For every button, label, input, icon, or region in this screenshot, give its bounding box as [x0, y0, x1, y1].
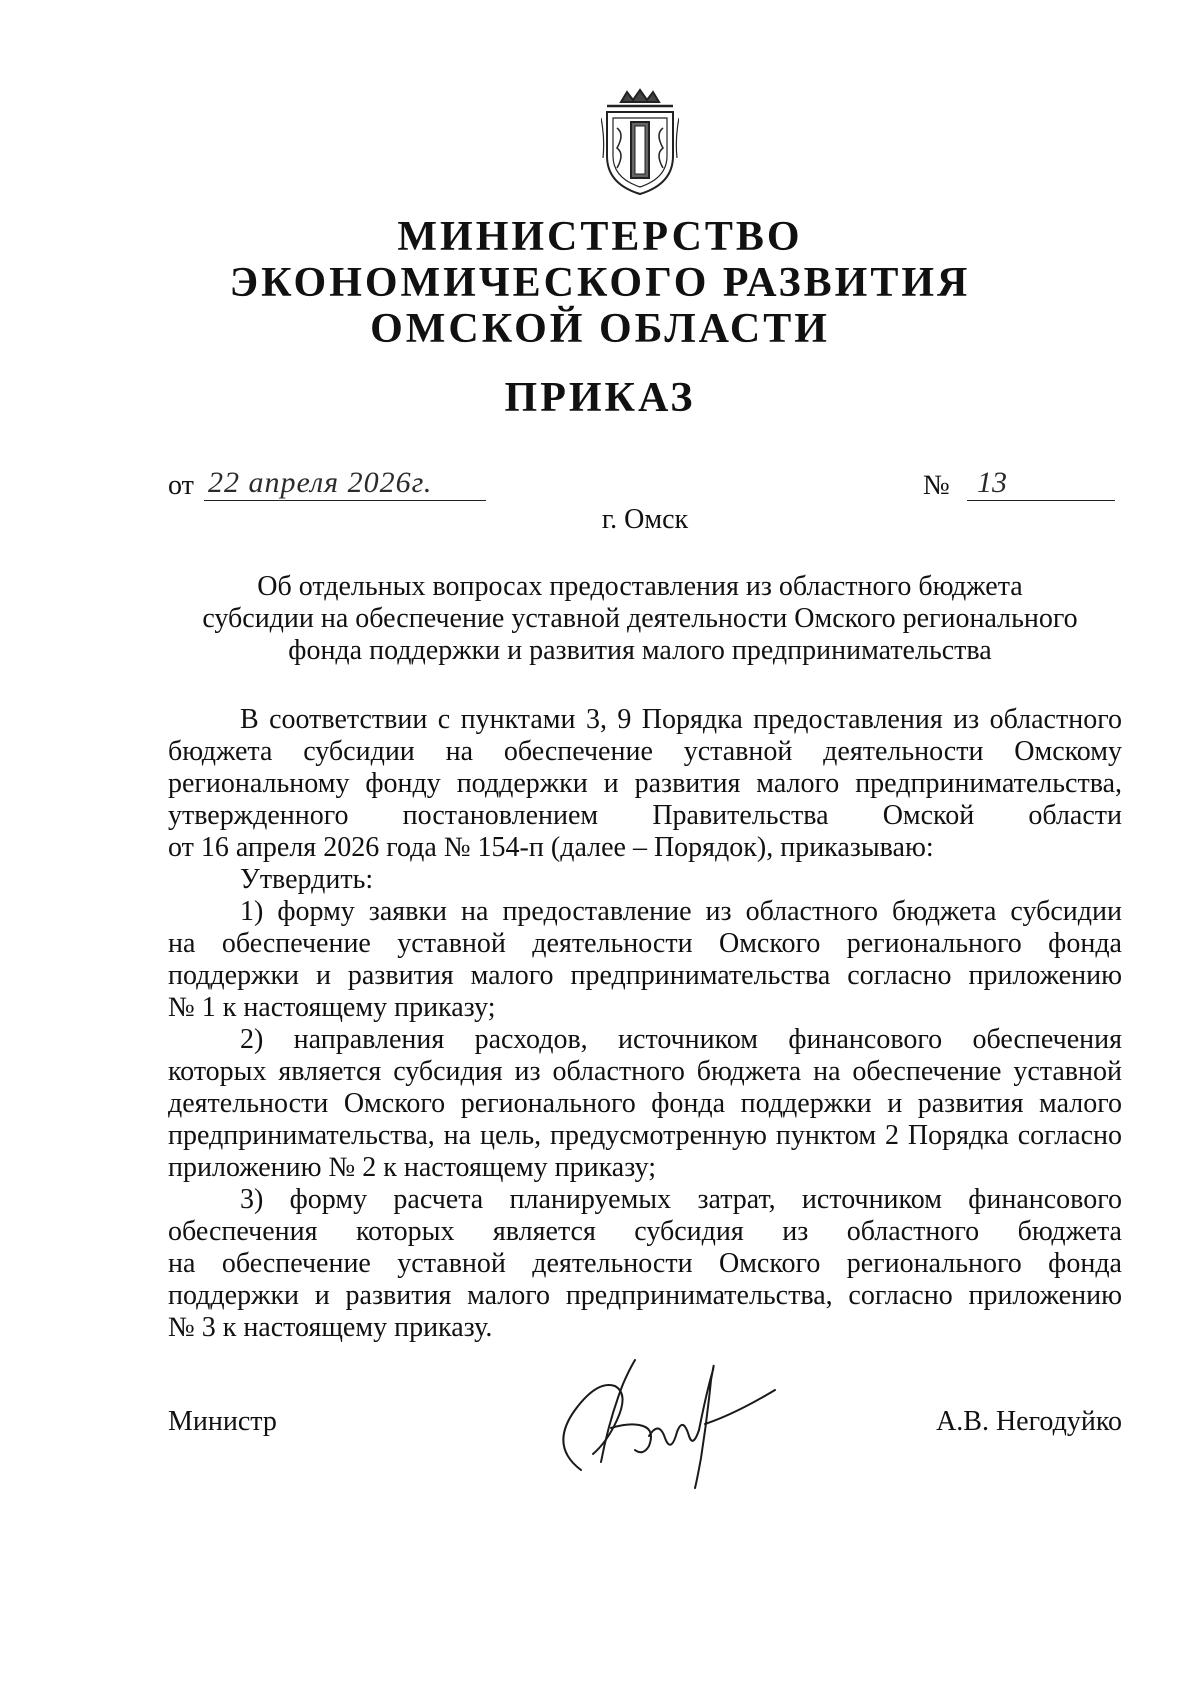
- body-line: № 3 к настоящему приказу.: [168, 1312, 493, 1343]
- ministry-name-line-2: ЭКОНОМИЧЕСКОГО РАЗВИТИЯ: [229, 260, 971, 306]
- date-prefix: от: [168, 470, 194, 501]
- ministry-name-line-3: ОМСКОЙ ОБЛАСТИ: [370, 306, 830, 352]
- signatory-name: А.В. Негодуйко: [936, 1406, 1122, 1437]
- body-line: № 1 к настоящему приказу;: [168, 992, 496, 1023]
- subject-line: фонда поддержки и развития малого предпринимательства: [288, 635, 992, 666]
- subject-line: субсидии на обеспечение уставной деятельности Омского регионального: [202, 603, 1078, 634]
- body-line: 3) форму расчета планируемых затрат, источником финансового: [240, 1184, 1122, 1215]
- subject-title: [190, 571, 1090, 667]
- body-line: которых является субсидия из областного бюджета на обеспечение уставной: [168, 1056, 1122, 1087]
- body-line: 1) форму заявки на предоставление из областного бюджета субсидии: [240, 896, 1122, 927]
- ministry-name-line-1: МИНИСТЕРСТВО: [397, 214, 803, 260]
- number-underline: [967, 500, 1115, 501]
- body-line: В соответствии с пунктами 3, 9 Порядка предоставления из областного: [240, 704, 1122, 735]
- body-line: утвержденного постановлением Правительства Омской области: [168, 800, 1122, 831]
- date-underline: [204, 500, 486, 501]
- body-line: на обеспечение уставной деятельности Омского регионального фонда: [168, 928, 1122, 959]
- body-line: деятельности Омского регионального фонда поддержки и развития малого: [168, 1088, 1122, 1119]
- body-line: от 16 апреля 2026 года № 154-п (далее – Порядок), приказываю:: [168, 832, 934, 863]
- signature-icon: [545, 1350, 785, 1490]
- body-line: поддержки и развития малого предпринимательства согласно приложению: [168, 960, 1122, 991]
- body-line: приложению № 2 к настоящему приказу;: [168, 1152, 657, 1183]
- body-line: поддержки и развития малого предпринимательства, согласно приложению: [168, 1280, 1122, 1311]
- body-line: 2) направления расходов, источником финансового обеспечения: [240, 1024, 1122, 1055]
- body-line: предпринимательства, на цель, предусмотренную пунктом 2 Порядка согласно: [168, 1120, 1122, 1151]
- body-line: обеспечения которых является субсидия из областного бюджета: [168, 1216, 1122, 1247]
- body-line: Утвердить:: [240, 864, 374, 895]
- document-type-title: ПРИКАЗ: [504, 375, 696, 421]
- number-value: 13: [977, 466, 1007, 499]
- coat-of-arms-icon: [601, 88, 679, 196]
- signatory-title: Министр: [168, 1406, 277, 1437]
- body-line: на обеспечение уставной деятельности Омского регионального фонда: [168, 1248, 1122, 1279]
- number-prefix: №: [923, 470, 950, 501]
- subject-line: Об отдельных вопросах предоставления из областного бюджета: [257, 571, 1023, 602]
- body-line: региональному фонду поддержки и развития малого предпринимательства,: [168, 768, 1122, 799]
- city: г. Омск: [601, 504, 689, 535]
- date-value: 22 апреля 2026г.: [208, 466, 433, 499]
- body-line: бюджета субсидии на обеспечение уставной деятельности Омскому: [168, 736, 1122, 767]
